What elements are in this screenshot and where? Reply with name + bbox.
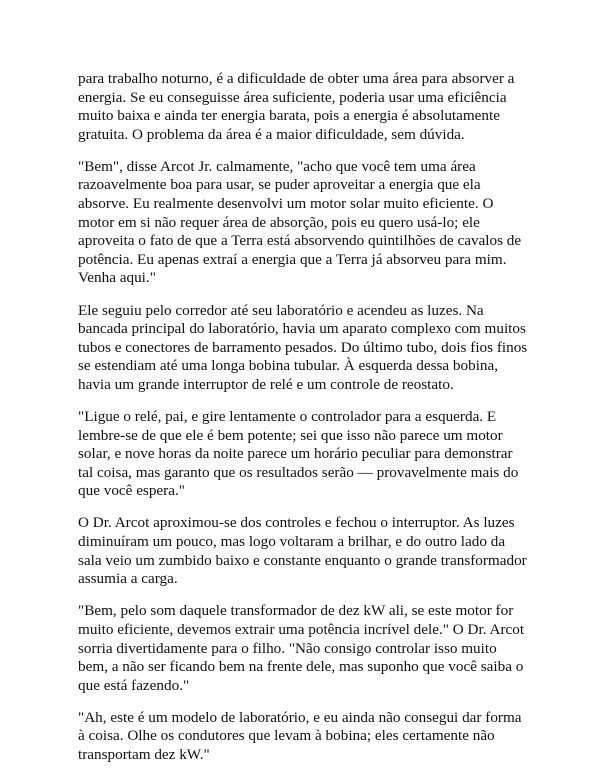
paragraph-3: Ele seguiu pelo corredor até seu laboratório e acendeu as luzes. Na bancada principal do laboratório, havia um aparato complexo com muitos tubos e conectores de barramento pesados. Do último tubo, dois fios finos se estendiam até uma longa bobina tubular. À esquerda dessa bobina, havia um grande interruptor de relé e um controle de reostato. [78, 301, 528, 393]
paragraph-5: O Dr. Arcot aproximou-se dos controles e fechou o interruptor. As luzes diminuíram um pouco, mas logo voltaram a brilhar, e do outro lado da sala veio um zumbido baixo e constante enquanto o grande transformador assumia a carga. [78, 514, 527, 588]
paragraph-4: "Ligue o relé, pai, e gire lentamente o controlador para a esquerda. E lembre-se de que ele é bem potente; sei que isso não parece um motor solar, e nove horas da noite parece um horário peculiar para demonstrar tal coisa, mas garanto que os resultados serão — provavelmente mais do que você espera." [78, 408, 519, 500]
paragraph-6: "Bem, pelo som daquele transformador de dez kW ali, se este motor for muito eficiente, devemos extrair uma potência incrível dele." O Dr. Arcot sorria divertidamente para o filho. "Não consigo controlar isso muito bem, a não ser ficando bem na frente dele, mas suponho que você saiba o que está fazendo." [78, 602, 525, 694]
paragraph-2: "Bem", disse Arcot Jr. calmamente, "acho que você tem uma área razoavelmente boa para usar, se puder aproveitar a energia que ela absorve. Eu realmente desenvolvi um motor solar muito eficiente. O motor em si não requer área de absorção, pois eu quero usá-lo; ele aproveita o fato de que a Terra está absorvendo quintilhões de cavalos de potência. Eu apenas extraí a energia que a Terra já absorveu para mim. Venha aqui." [78, 157, 522, 287]
paragraph-7: "Ah, este é um modelo de laboratório, e eu ainda não consegui dar forma à coisa. Olhe os condutores que levam à bobina; eles certamente não transportam dez kW." [78, 708, 522, 763]
document-page [78, 70, 528, 778]
paragraph-1: para trabalho noturno, é a dificuldade de obter uma área para absorver a energia. Se eu conseguisse área suficiente, poderia usar uma eficiência muito baixa e ainda ter energia barata, pois a energia é absolutamente gratuita. O problema da área é a maior dificuldade, sem dúvida. [78, 70, 515, 143]
